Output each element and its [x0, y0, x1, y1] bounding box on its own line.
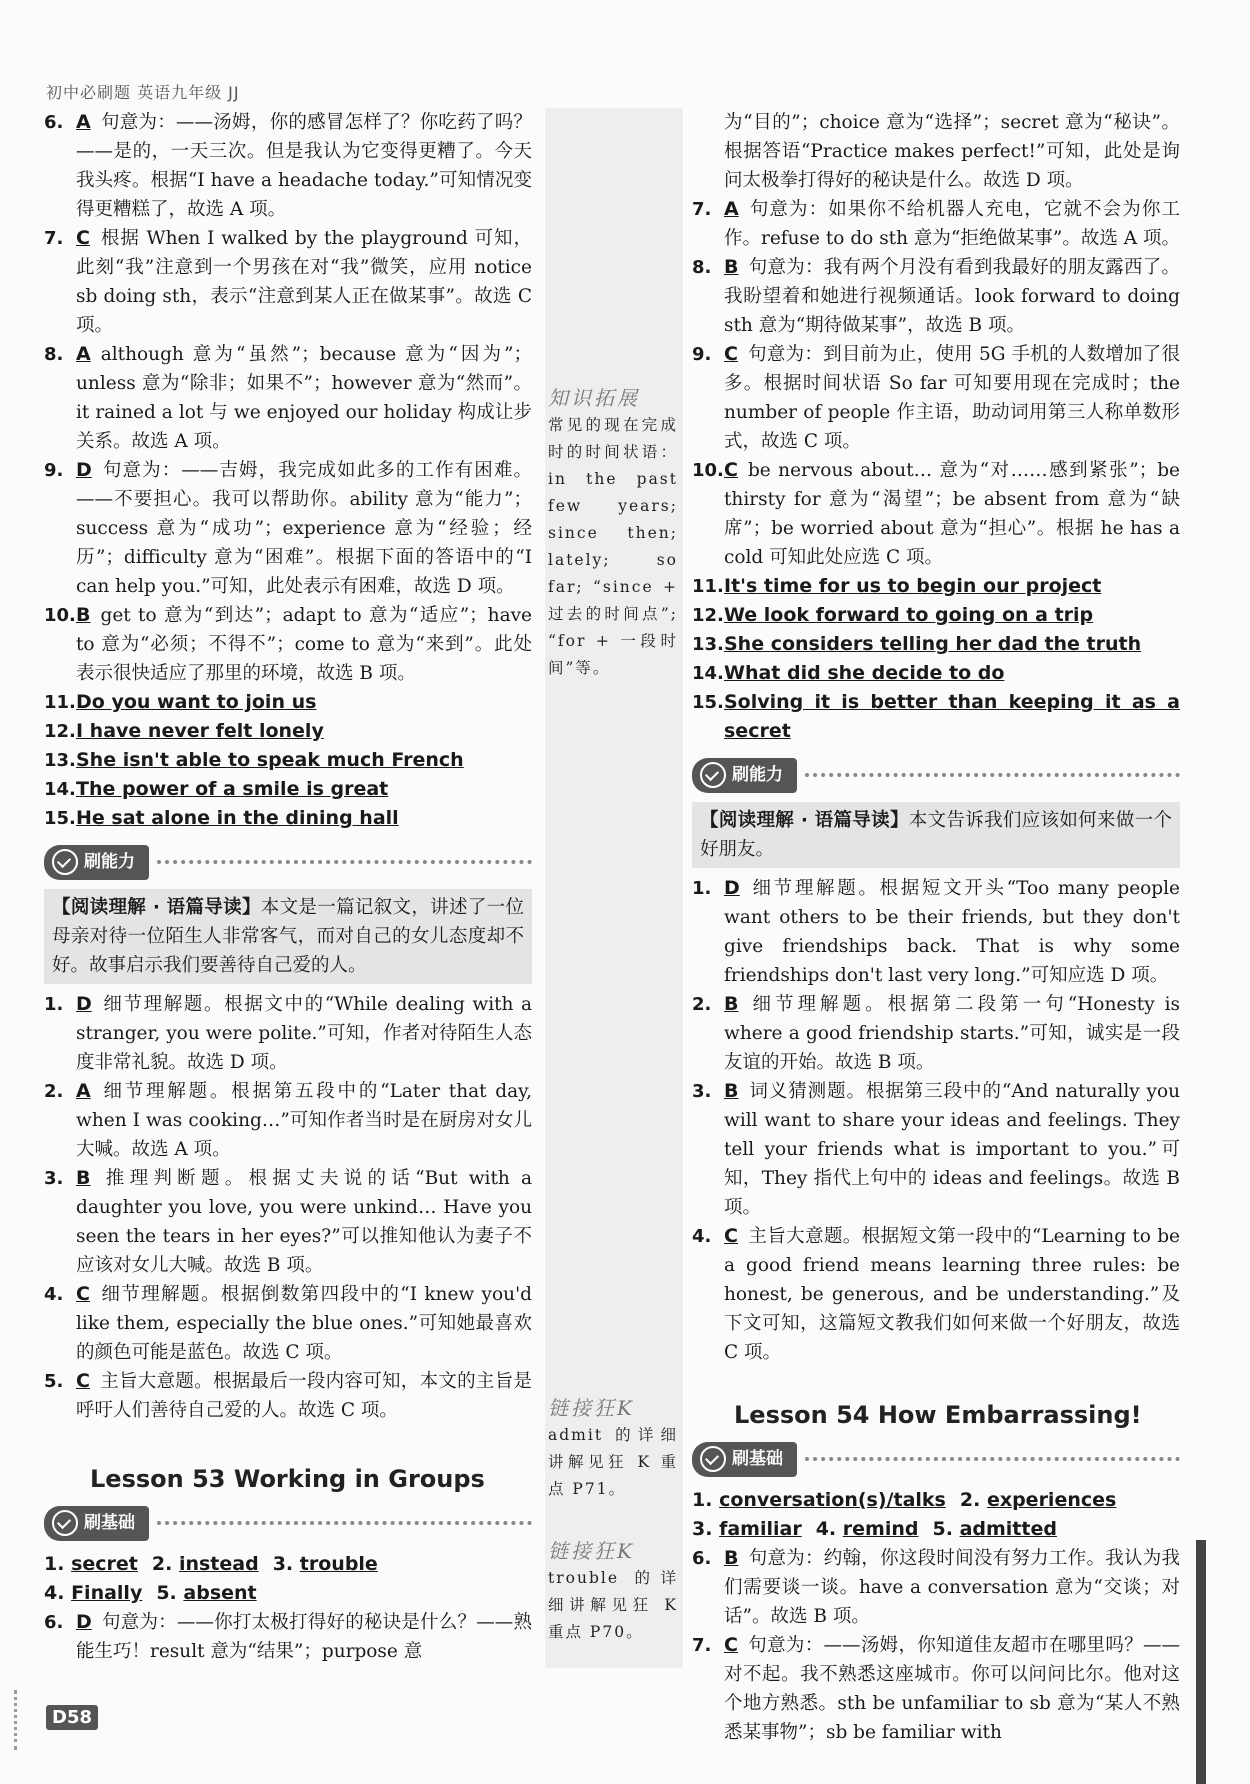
section-header-basic: [44, 1504, 532, 1542]
explanation-text: 推理判断题。根据丈夫说的话“But with a daughter you love, you were unkind… Have you seen the tears in her eyes?”可以推知他认为妻子不应该对女儿大喊。故选 B 项。: [76, 1168, 532, 1276]
item-number: 4.: [692, 1226, 712, 1247]
item-number: 5.: [44, 1371, 64, 1392]
fill-answer-text: absent: [183, 1582, 257, 1604]
item-number: 10.: [44, 605, 76, 626]
fill-row: [44, 1579, 532, 1608]
item-number: 7.: [692, 1635, 712, 1656]
explanation-text: although 意为“虽然”；because 意为“因为”；unless 意为“除非；如果不”；however 意为“然而”。it rained a lot 与 we enjoyed our holiday 构成让步关系。故选 A 项。: [76, 344, 532, 452]
right-column: [692, 108, 1180, 1747]
note-text: trouble 的详细讲解见狂 K 重点 P70。: [548, 1569, 678, 1641]
section-header-basic: [692, 1440, 1180, 1478]
answer-item: [44, 108, 532, 224]
answer-letter: B: [724, 256, 739, 278]
section-badge: 刷能力: [692, 758, 797, 793]
fill-answer: [44, 804, 532, 833]
answer-item: [692, 874, 1180, 990]
item-number: 5.: [932, 1518, 953, 1540]
item-number: 13.: [44, 750, 76, 771]
item-number: 2.: [151, 1553, 173, 1575]
answer-letter: A: [724, 198, 739, 220]
explanation-text: 细节理解题。根据第五段中的“Later that day, when I was cooking…”可知作者当时是在厨房对女儿大喊。故选 A 项。: [76, 1081, 532, 1160]
answer-letter: C: [76, 1283, 90, 1305]
guide-text: 本文告诉我们应该如何来做一个好朋友。: [700, 810, 1172, 860]
explanation-text: 细节理解题。根据短文开头“Too many people want others to be their friends, but they don't give friendships back. That is why some friendships don't last very long.”可知应选 D 项。: [724, 878, 1180, 986]
answer-item: [692, 456, 1180, 572]
answer-item: [44, 1280, 532, 1367]
fill-answer-text: It's time for us to begin our project: [724, 575, 1102, 597]
answer-letter: A: [76, 111, 91, 133]
item-number: 10.: [692, 460, 724, 481]
section-badge: 刷能力: [44, 845, 149, 880]
fill-answer-text: What did she decide to do: [724, 662, 1005, 684]
fill-answer-text: The power of a smile is great: [76, 778, 389, 800]
item-number: 7.: [692, 199, 712, 220]
answer-letter: B: [724, 993, 739, 1015]
item-number: 1.: [44, 994, 64, 1015]
item-number: 11.: [692, 576, 724, 597]
fill-answer: [44, 746, 532, 775]
guide-label: 【阅读理解 · 语篇导读】: [700, 810, 909, 831]
fill-answer-text: She considers telling her dad the truth: [724, 633, 1142, 655]
answer-letter: C: [724, 1225, 738, 1247]
dotted-divider: [157, 1521, 532, 1525]
item-number: 1.: [44, 1553, 65, 1575]
answer-item: [44, 340, 532, 456]
fill-answer-text: Solving it is better than keeping it as a secret: [724, 691, 1180, 742]
left-column: [44, 108, 532, 1666]
explanation-text: 句意为：如果你不给机器人充电，它就不会为你工作。refuse to do sth 意为“拒绝做某事”。故选 A 项。: [724, 199, 1180, 249]
note-title: 链接狂K: [548, 1539, 635, 1563]
answer-item: [44, 990, 532, 1077]
item-number: 4.: [44, 1582, 65, 1604]
item-number: 4.: [815, 1518, 837, 1540]
item-number: 4.: [44, 1284, 64, 1305]
fill-answer: [692, 659, 1180, 688]
check-icon: [700, 1446, 726, 1472]
answer-item: [44, 456, 532, 601]
item-number: 9.: [44, 460, 64, 481]
explanation-text: 细节理解题。根据第二段第一句“Honesty is where a good friendship starts.”可知，诚实是一段友谊的开始。故选 B 项。: [724, 994, 1180, 1073]
explanation-text: 句意为：——吉姆，我完成如此多的工作有困难。——不要担心。我可以帮助你。ability 意为“能力”；success 意为“成功”；experience 意为“经验；经历”；difficulty 意为“困难”。根据下面的答语中的“I can help you.”可知，此处表示有困难，故选 D 项。: [76, 460, 532, 597]
answer-item: [44, 601, 532, 688]
fill-answer-text: He sat alone in the dining hall: [76, 807, 399, 829]
explanation-text: get to 意为“到达”；adapt to 意为“适应”；have to 意为“必须；不得不”；come to 意为“来到”。此处表示很快适应了那里的环境，故选 B 项。: [76, 605, 532, 684]
fill-answer-text: trouble: [299, 1553, 378, 1575]
lesson-title: Lesson 53 Working in Groups: [90, 1465, 485, 1493]
answer-item: [44, 1608, 532, 1666]
explanation-text: 句意为：——汤姆，你的感冒怎样了？你吃药了吗？——是的，一天三次。但是我认为它变得更糟了。今天我头疼。根据“I have a headache today.”可知情况变得更糟糕了，故选 A 项。: [76, 112, 532, 220]
item-number: 12.: [44, 721, 76, 742]
answer-item: [44, 224, 532, 340]
fill-answer-text: I have never felt lonely: [76, 720, 324, 742]
answer-letter: B: [724, 1080, 739, 1102]
answer-letter: B: [724, 1547, 739, 1569]
guide-label: 【阅读理解 · 语篇导读】: [52, 897, 261, 918]
note-text: 常见的现在完成时的时间状语：in the past few years; since then; lately; so far; “since + 过去的时间点”; “for + 一段时间”等。: [548, 416, 678, 677]
explanation-text: 句意为：约翰，你这段时间没有努力工作。我认为我们需要谈一谈。have a conversation 意为“交谈；对话”。故选 B 项。: [724, 1548, 1180, 1627]
item-number: 3.: [692, 1518, 713, 1540]
explanation-text: 细节理解题。根据文中的“While dealing with a stranger, you were polite.”可知，作者对待陌生人态度非常礼貌。故选 D 项。: [76, 994, 532, 1073]
answer-item: [692, 990, 1180, 1077]
fill-answer-text: familiar: [719, 1518, 802, 1540]
fill-answer: [692, 688, 1180, 746]
item-number: 11.: [44, 692, 76, 713]
answer-letter: D: [76, 1611, 92, 1633]
item-number: 8.: [44, 344, 64, 365]
answer-letter: C: [724, 343, 738, 365]
explanation-text: 句意为：到目前为止，使用 5G 手机的人数增加了很多。根据时间状语 So far 可知要用现在完成时；the number of people 作主语，助动词用第三人称单数形式，故选 C 项。: [724, 344, 1180, 452]
fill-answer: [692, 630, 1180, 659]
fill-answer-text: experiences: [986, 1489, 1117, 1511]
fill-answer: [44, 688, 532, 717]
fill-row: [692, 1486, 1180, 1515]
explanation-text: 细节理解题。根据倒数第四段中的“I knew you'd like them, especially the blue ones.”可知她最喜欢的颜色可能是蓝色。故选 C 项。: [76, 1284, 532, 1363]
dotted-divider: [805, 773, 1180, 777]
item-number: 3.: [44, 1168, 64, 1189]
fill-answer-text: secret: [71, 1553, 138, 1575]
dotted-divider: [157, 860, 532, 864]
item-number: 1.: [692, 1489, 713, 1511]
section-badge: 刷基础: [44, 1506, 149, 1541]
fill-row: [692, 1515, 1180, 1544]
fill-answer-text: Do you want to join us: [76, 691, 317, 713]
item-number: 2.: [692, 994, 712, 1015]
answer-item: [692, 1631, 1180, 1747]
fill-answer-text: She isn't able to speak much French: [76, 749, 464, 771]
item-number: 14.: [44, 779, 76, 800]
answer-letter: C: [724, 459, 738, 481]
answer-letter: A: [76, 1080, 91, 1102]
fill-answer: [692, 601, 1180, 630]
answer-item: [44, 1164, 532, 1280]
explanation-text: 主旨大意题。根据最后一段内容可知，本文的主旨是呼吁人们善待自己爱的人。故选 C 项。: [76, 1371, 532, 1421]
section-badge: 刷基础: [692, 1442, 797, 1477]
section-header-ability: [692, 756, 1180, 794]
page-number: D58: [46, 1705, 98, 1730]
answer-item: [44, 1077, 532, 1164]
answer-item: [692, 195, 1180, 253]
answer-letter: B: [76, 604, 91, 626]
guide-text: 本文是一篇记叙文，讲述了一位母亲对待一位陌生人非常客气，而对自己的女儿态度却不好。故事启示我们要善待自己爱的人。: [52, 897, 524, 976]
fill-answer-text: instead: [178, 1553, 259, 1575]
check-icon: [52, 849, 78, 875]
item-number: 7.: [44, 228, 64, 249]
item-number: 9.: [692, 344, 712, 365]
check-icon: [52, 1510, 78, 1536]
answer-letter: D: [76, 993, 92, 1015]
fill-answer-text: conversation(s)/talks: [719, 1489, 946, 1511]
fill-answer-text: admitted: [959, 1518, 1057, 1540]
fill-answer-text: Finally: [71, 1582, 143, 1604]
fill-answer: [44, 775, 532, 804]
reading-guide: [44, 889, 532, 984]
fill-answer: [44, 717, 532, 746]
explanation-text: 句意为：我有两个月没有看到我最好的朋友露西了。我盼望着和她进行视频通话。look forward to doing sth 意为“期待做某事”，故选 B 项。: [724, 257, 1180, 336]
explanation-text: 句意为：——汤姆，你知道佳友超市在哪里吗？——对不起。我不熟悉这座城市。你可以问问比尔。他对这个地方熟悉。sth be unfamiliar to sb 意为“某人不熟悉某事物”；sb be familiar with: [724, 1635, 1180, 1743]
check-icon: [700, 762, 726, 788]
item-number: 13.: [692, 634, 724, 655]
item-number: 8.: [692, 257, 712, 278]
item-number: 5.: [156, 1582, 177, 1604]
page-edge-bar: [1196, 1540, 1206, 1784]
fill-answer-text: remind: [842, 1518, 919, 1540]
item-number: 15.: [44, 808, 76, 829]
fill-answer-text: We look forward to going on a trip: [724, 604, 1094, 626]
fill-row: [44, 1550, 532, 1579]
link-note-admit: [548, 1395, 678, 1503]
answer-item: [692, 253, 1180, 340]
item-number: 15.: [692, 692, 724, 713]
explanation-text: 句意为：——你打太极打得好的秘诀是什么？——熟能生巧！result 意为“结果”；purpose 意: [76, 1612, 532, 1662]
item-number: 2.: [959, 1489, 981, 1511]
item-number: 1.: [692, 878, 712, 899]
answer-letter: C: [76, 1370, 90, 1392]
answer-item: [692, 1077, 1180, 1222]
answer-item: [692, 1544, 1180, 1631]
explanation-text: be nervous about… 意为“对……感到紧张”；be thirsty for 意为“渴望”；be absent from 意为“缺席”；be worried about 意为“担心”。根据 he has a cold 可知此处应选 C 项。: [724, 460, 1180, 568]
explanation-text: 词义猜测题。根据第三段中的“And naturally you will want to share your ideas and feelings. They tell your friends what is important to you.”可知，They 指代上句中的 ideas and feelings。故选 B 项。: [724, 1081, 1180, 1218]
continued-text: 为“目的”；choice 意为“选择”；secret 意为“秘诀”。根据答语“Practice makes perfect!”可知，此处是询问太极拳打得好的秘诀是什么。故选 D 项。: [724, 112, 1180, 191]
explanation-text: 根据 When I walked by the playground 可知，此刻“我”注意到一个男孩在对“我”微笑，应用 notice sb doing sth，表示“注意到某人正在做某事”。故选 C 项。: [76, 228, 532, 336]
item-number: 14.: [692, 663, 724, 684]
knowledge-expansion-note: [548, 385, 678, 682]
answer-letter: C: [724, 1634, 738, 1656]
answer-item: [44, 1367, 532, 1425]
item-number: 6.: [44, 1612, 64, 1633]
link-note-trouble: [548, 1538, 678, 1646]
item-number: 2.: [44, 1081, 64, 1102]
item-number: 6.: [44, 112, 64, 133]
answer-letter: C: [76, 227, 90, 249]
dotted-divider: [805, 1457, 1180, 1461]
item-number: 6.: [692, 1548, 712, 1569]
answer-item: [692, 1222, 1180, 1367]
section-header-ability: [44, 843, 532, 881]
answer-letter: D: [76, 459, 92, 481]
explanation-text: 主旨大意题。根据短文第一段中的“Learning to be a good friend means learning three rules: be honest, be generous, and be understanding.”及下文可知，这篇短文教我们如何来做一个好朋友，故选 C 项。: [724, 1226, 1180, 1363]
lesson-title: Lesson 54 How Embarrassing!: [734, 1401, 1142, 1429]
answer-letter: B: [76, 1167, 91, 1189]
note-title: 知识拓展: [548, 386, 640, 410]
item-number: 3.: [692, 1081, 712, 1102]
running-header: 初中必刷题 英语九年级 JJ: [46, 83, 240, 102]
page-margin-dots: [14, 1690, 47, 1750]
item-number: 12.: [692, 605, 724, 626]
reading-guide: [692, 802, 1180, 868]
item-number: 3.: [272, 1553, 294, 1575]
answer-letter: D: [724, 877, 740, 899]
note-text: admit 的详细讲解见狂 K 重点 P71。: [548, 1426, 678, 1498]
note-title: 链接狂K: [548, 1396, 635, 1420]
fill-answer: [692, 572, 1180, 601]
answer-item: [692, 340, 1180, 456]
answer-letter: A: [76, 343, 91, 365]
